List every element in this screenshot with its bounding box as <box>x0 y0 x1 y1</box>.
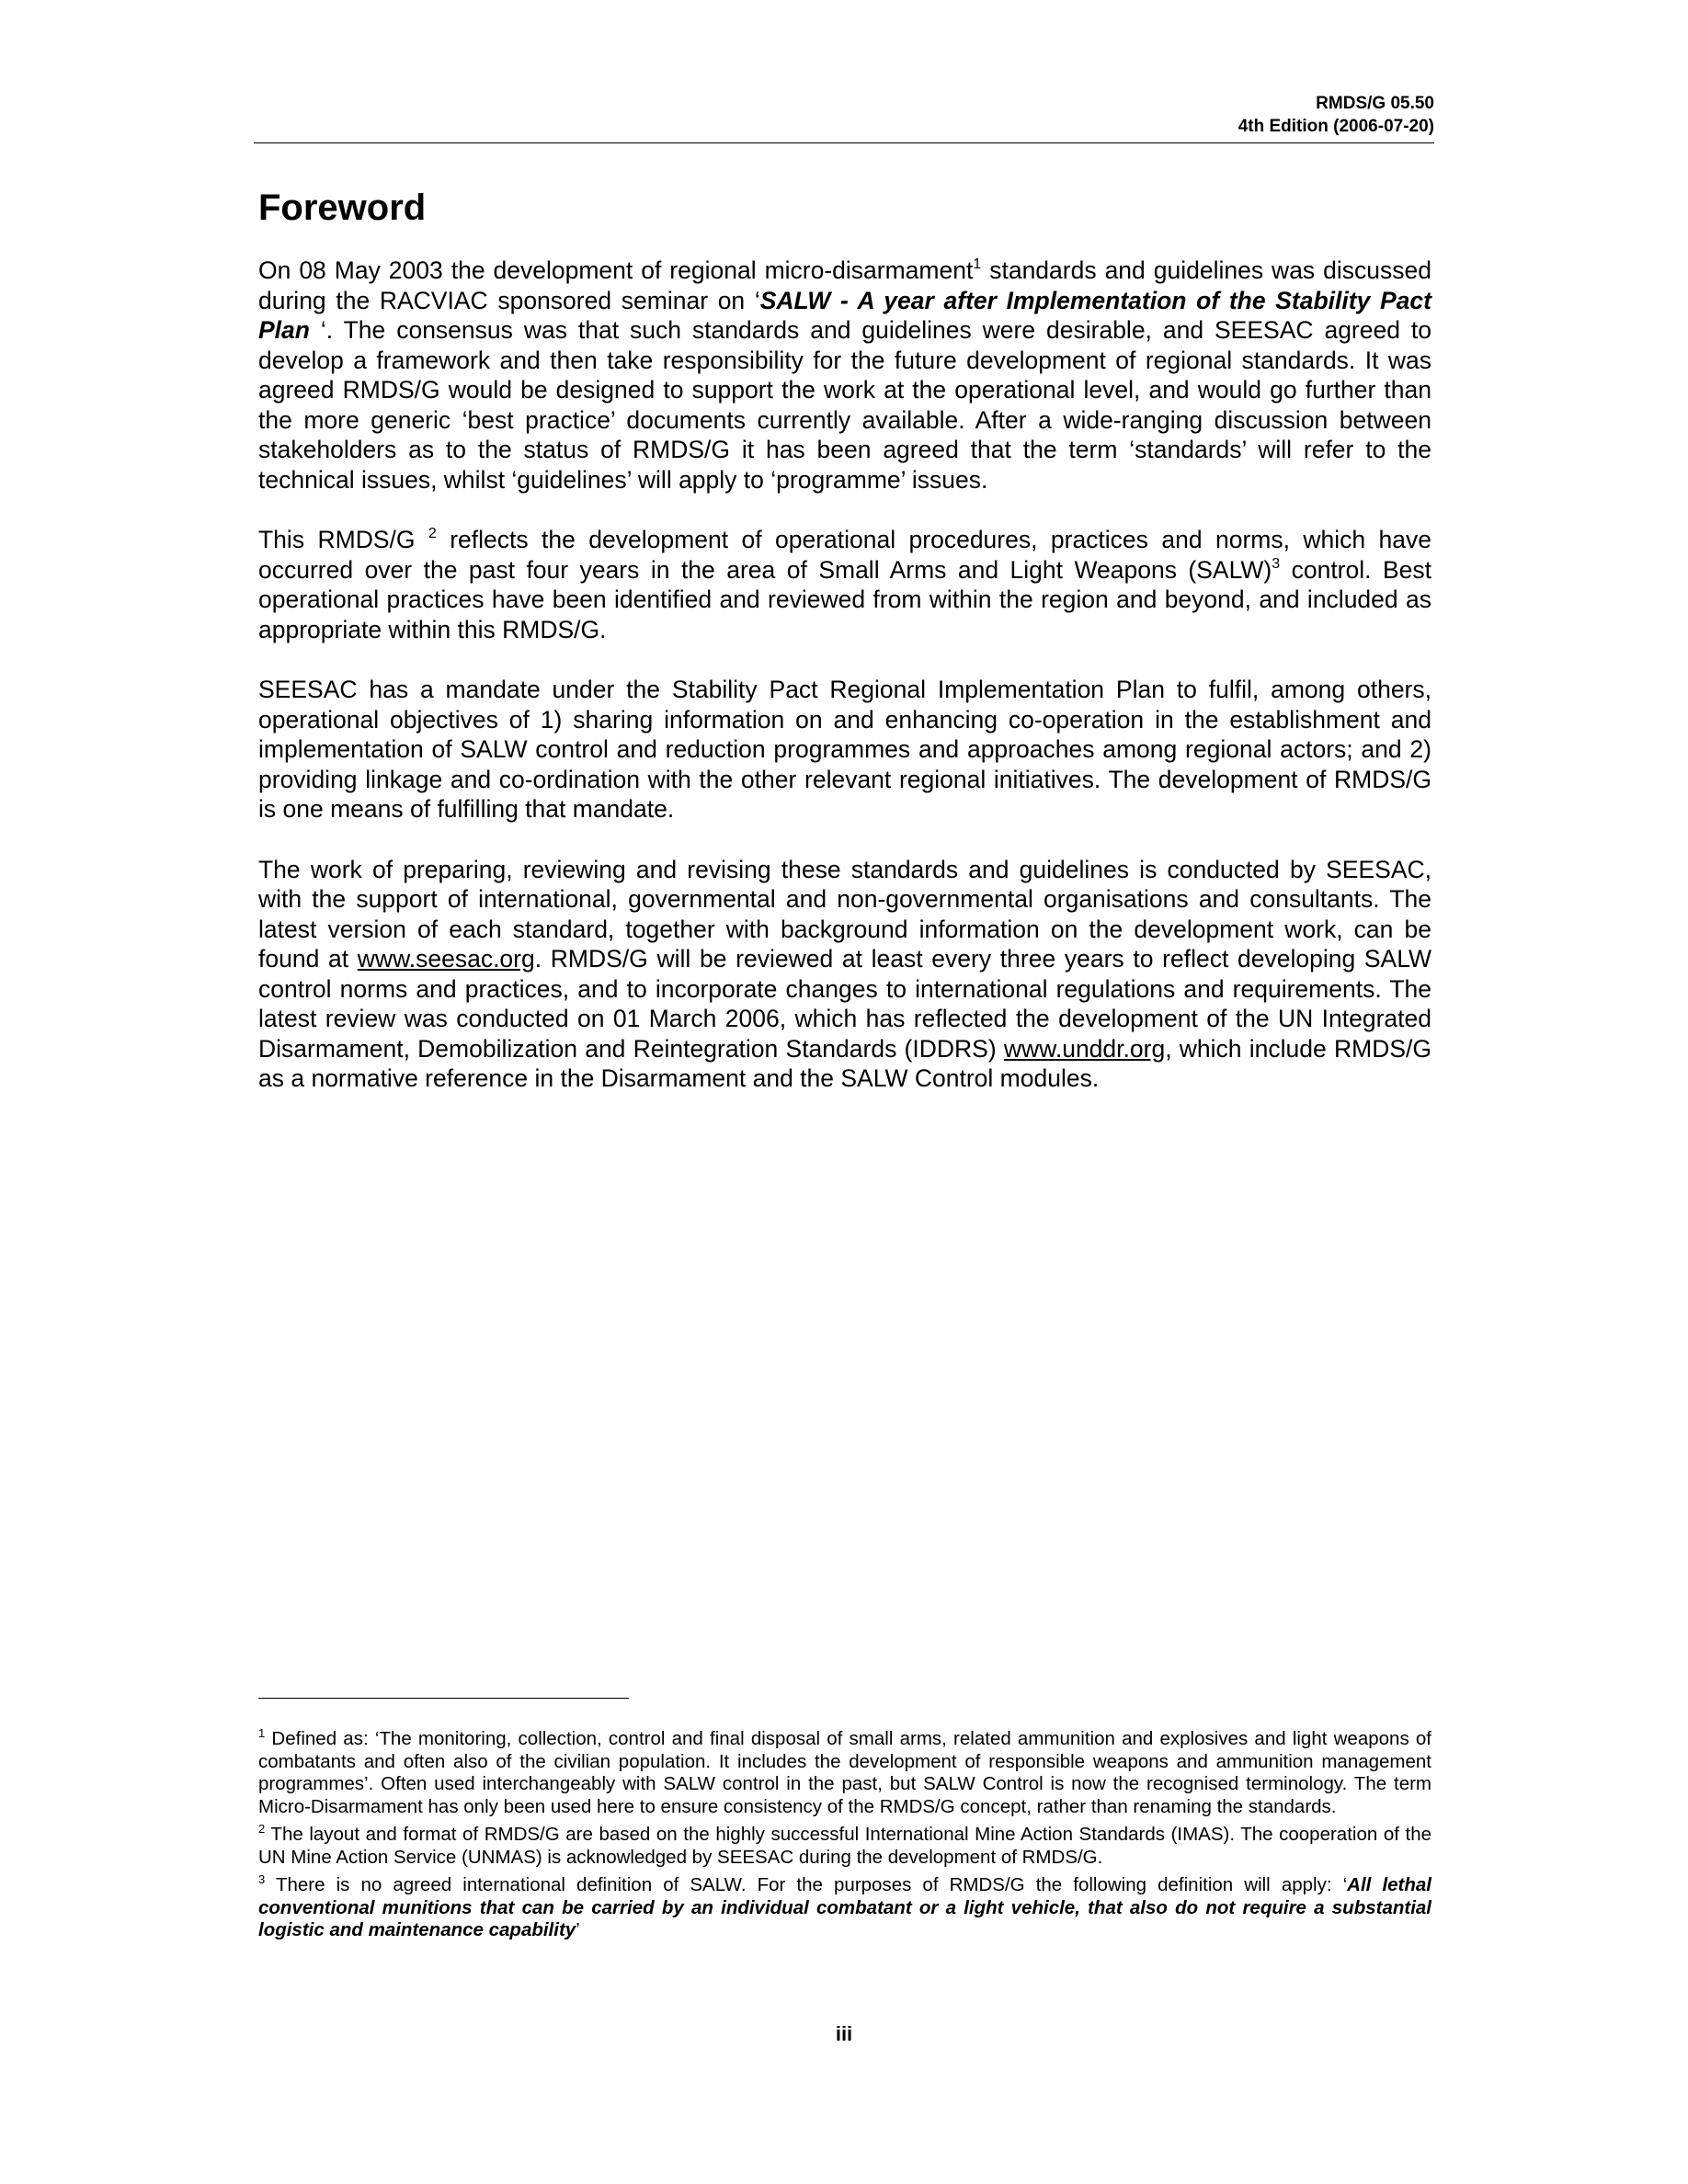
paragraph-2-text-b: reflects the development of operational procedures, practices and norms, which have occurred over the past four years in the area of Small Arms and Light Weapons (SALW) <box>258 526 1432 584</box>
paragraph-4 <box>258 855 1431 1094</box>
document-id: RMDS/G 05.50 <box>1316 94 1434 113</box>
edition-date: 4th Edition (2006-07-20) <box>1237 117 1434 136</box>
paragraph-4-text-b: . RMDS/G will be reviewed at least every three years to reflect developing SALW control norms and practices, and to incorporate changes to international regulations and requirements. The latest review was conducted on 01 March 2006, which has reflected the development of the UN Integrated Disarmament, Demobilization and Reintegration Standards (IDDRS) <box>258 945 1432 1063</box>
unddr-link[interactable]: www.unddr.org <box>1003 1034 1166 1063</box>
footnote-3-number: 3 <box>258 1872 266 1886</box>
paragraph-4-text-c: , which include RMDS/G as a normative reference in the Disarmament and the SALW Control modules. <box>258 1034 1431 1092</box>
footnote-1-text: Defined as: ‘The monitoring, collection, control and final disposal of small arms, related ammunition and explosives and light weapons of combatants and often also of the civilian population. It includes the development of responsible weapons and ammunition management programmes’. Often used interchangeably with SALW control in the past, but SALW Control is now the recognised terminology. The term Micro-Disarmament has only been used here to ensure consistency of the RMDS/G concept, rather than renaming the standards. <box>258 1728 1431 1817</box>
paragraph-4-text-a: The work of preparing, reviewing and revising these standards and guidelines is conducted by SEESAC, with the support of international, governmental and non-governmental organisations and consultants. The latest version of each standard, together with background information on the development work, can be found at <box>258 855 1431 973</box>
page-title: Foreword <box>258 188 427 228</box>
salw-definition: All lethal conventional munitions that can be carried by an individual combatant or a light vehicle, that also do not require a substantial logistic and maintenance capability <box>258 1874 1431 1940</box>
paragraph-1-text-a: On 08 May 2003 the development of regional micro-disarmament <box>258 256 974 284</box>
footnote-2-text: The layout and format of RMDS/G are based on the highly successful International Mine Action Standards (IMAS). The cooperation of the UN Mine Action Service (UNMAS) is acknowledged by SEESAC during the development of RMDS/G. <box>258 1824 1431 1868</box>
paragraph-3: SEESAC has a mandate under the Stability Pact Regional Implementation Plan to fulfil, among others, operational objectives of 1) sharing information on and enhancing co-operation in the establishment and implementation of SALW control and reduction programmes and approaches among regional actors; and 2) providing linkage and co-ordination with the other relevant regional initiatives. The development of RMDS/G is one means of fulfilling that mandate. <box>258 676 1431 823</box>
footnote-ref-1[interactable]: 1 <box>973 256 982 272</box>
footnote-1 <box>258 1728 1431 1818</box>
footnote-3 <box>258 1874 1431 1942</box>
page-number: iii <box>835 2022 853 2045</box>
footnote-1-number: 1 <box>258 1726 266 1740</box>
seesac-link[interactable]: www.seesac.org <box>357 945 535 973</box>
page-header <box>254 92 1434 138</box>
footnote-3-text-a: There is no agreed international definition of SALW. For the purposes of RMDS/G the following definition will apply: ‘ <box>265 1874 1348 1895</box>
paragraph-1-text-c: ‘. The consensus was that such standards and guidelines were desirable, and SEESAC agreed to develop a framework and then take responsibility for the future development of regional standards. It was agreed RMDS/G would be designed to support the work at the operational level, and would go further than the more generic ‘best practice’ documents currently available. After a wide-ranging discussion between stakeholders as to the status of RMDS/G it has been agreed that the term ‘standards’ will refer to the technical issues, whilst ‘guidelines’ will apply to ‘programme’ issues. <box>258 316 1431 494</box>
paragraph-2 <box>258 525 1431 644</box>
paragraph-1 <box>258 256 1431 495</box>
paragraph-2-text-a: This RMDS/G <box>258 526 428 553</box>
foreword-body <box>258 256 1431 1124</box>
footnotes <box>258 1728 1431 1948</box>
footnote-ref-3[interactable]: 3 <box>1272 555 1281 572</box>
header-divider <box>254 142 1434 143</box>
footnote-ref-2[interactable]: 2 <box>428 526 437 541</box>
footnote-2-number: 2 <box>258 1822 266 1836</box>
seminar-title: SALW - A year after Implementation of the Stability Pact Plan <box>258 286 1431 344</box>
footnote-separator <box>258 1698 629 1699</box>
footnote-3-text-b: ’ <box>576 1919 580 1940</box>
paragraph-1-text-b: standards and guidelines was discussed during the RACVIAC sponsored seminar on ‘ <box>258 256 1431 314</box>
footnote-2 <box>258 1824 1431 1869</box>
paragraph-2-text-c: control. Best operational practices have been identified and reviewed from within the region and beyond, and included as appropriate within this RMDS/G. <box>258 555 1431 643</box>
